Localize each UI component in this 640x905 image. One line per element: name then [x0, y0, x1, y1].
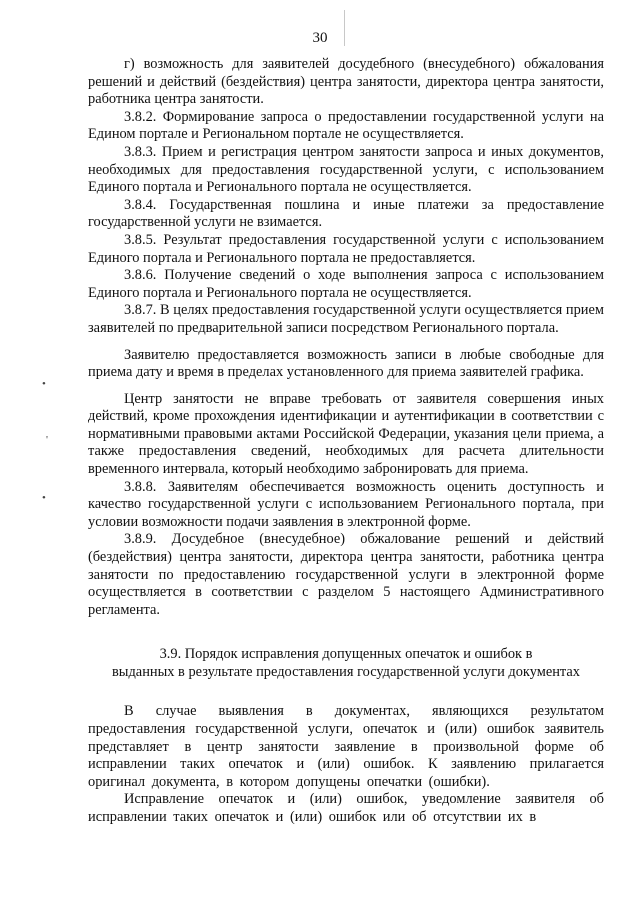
scan-speck: ' — [46, 434, 48, 446]
paragraph: В случае выявления в документах, являющихся результатом предоставления государственной услуги, опечаток и (или) ошибок заявитель представляет в центр занятости заявление в произвольной форме об исправлении таких опечаток и (или) ошибок. К заявлению прилагается оригинал документа, в котором допущены опечатки (ошибки). — [88, 703, 604, 790]
paragraph: 3.8.7. В целях предоставления государственной услуги осуществляется прием заявителей по предварительной записи посредством Регионального портала. — [88, 302, 604, 336]
paragraph: 3.8.2. Формирование запроса о предоставлении государственной услуги на Едином портале и Региональном портале не осуществляется. — [88, 108, 604, 143]
paragraph: Центр занятости не вправе требовать от заявителя совершения иных действий, кроме прохождения идентификации и аутентификации в соответствии с нормативными правовыми актами Российской Федерации, указания цели приема, а также предоставления сведений, необходимых для расчета длительности временного интервала, который необходимо забронировать для приема. — [88, 390, 604, 478]
paragraph: 3.8.3. Прием и регистрация центром занятости запроса и иных документов, необходимых для предоставления государственной услуги, с использованием Единого портала и Регионального портала не осуществляется. — [88, 143, 604, 196]
section-title-line: 3.9. Порядок исправления допущенных опечаток и ошибок в — [159, 646, 533, 663]
section-title-line: выданных в результате предоставления государственной услуги документах — [112, 664, 580, 681]
paragraph: Заявителю предоставляется возможность записи в любые свободные для приема дату и время в пределах установленного для приема заявителей графика. — [88, 346, 604, 381]
scan-speck: • — [42, 492, 46, 504]
document-body — [88, 56, 604, 827]
paragraph: 3.8.8. Заявителям обеспечивается возможность оценить доступность и качество государственной услуги с использованием Регионального портала, при условии возможности подачи заявления в электронной форме. — [88, 478, 604, 530]
paragraph: 3.8.6. Получение сведений о ходе выполнения запроса с использованием Единого портала и Регионального портала не осуществляется. — [88, 267, 604, 301]
section-title — [88, 645, 604, 681]
page-number: 30 — [312, 30, 328, 46]
scan-speck: • — [42, 378, 46, 390]
paragraph: 3.8.5. Результат предоставления государственной услуги с использованием Единого портала и Регионального портала не предоставляется. — [88, 231, 604, 266]
paragraph: 3.8.4. Государственная пошлина и иные платежи за предоставление государственной услуги не взимается. — [88, 196, 604, 231]
paragraph: г) возможность для заявителей досудебного (внесудебного) обжалования решений и действий (бездействия) центра занятости, директора центра занятости, работника центра занятости. — [88, 56, 604, 108]
paragraph: 3.8.9. Досудебное (внесудебное) обжалование решений и действий (бездействия) центра занятости, директора центра занятости, работника центра занятости по предоставлению государственной услуги в электронной форме осуществляется в соответствии с разделом 5 настоящего Административного регламента. — [88, 531, 604, 618]
paragraph: Исправление опечаток и (или) ошибок, уведомление заявителя об исправлении таких опечаток и (или) ошибок или об отсутствии их в — [88, 791, 604, 825]
